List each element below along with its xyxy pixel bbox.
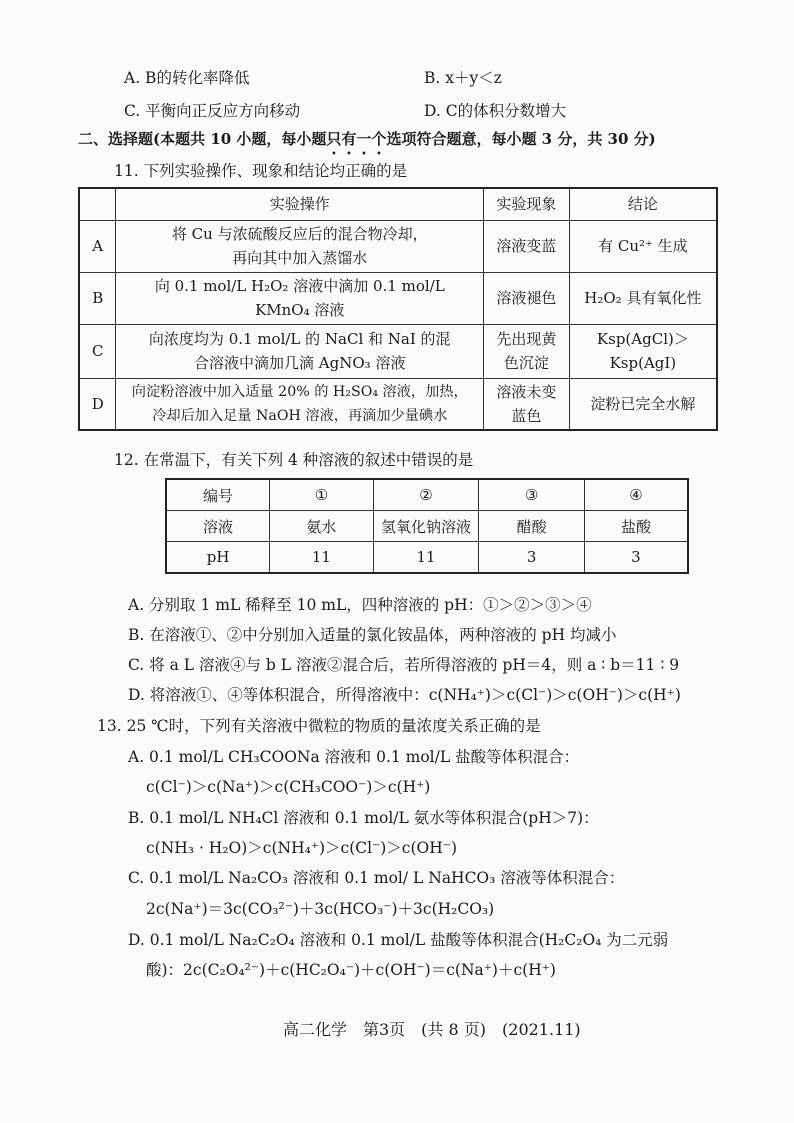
- conclusion-line: H₂O₂ 具有氧化性: [584, 289, 702, 307]
- phenomenon-line: 先出现黄: [496, 330, 557, 348]
- operation-line: 向淀粉溶液中加入适量 20% 的 H₂SO₄ 溶液，加热，: [131, 383, 468, 400]
- operation-line: 将 Cu 与浓硫酸反应后的混合物冷却，: [171, 225, 428, 243]
- q13-option-c-expr: 2c(Na⁺)＝3c(CO₃²⁻)＋3c(HCO₃⁻)＋3c(H₂CO₃): [146, 900, 495, 918]
- operation-line: 冷却后加入足量 NaOH 溶液，再滴加少量碘水: [152, 407, 448, 424]
- table-cell: ②: [373, 479, 479, 511]
- q13-option-a-expr: c(Cl⁻)＞c(Na⁺)＞c(CH₃COO⁻)＞c(H⁺): [146, 778, 431, 796]
- prev-option-c: C. 平衡向正反应方向移动: [124, 102, 301, 120]
- table-row: [79, 220, 717, 272]
- q12-option-a: A. 分别取 1 mL 稀释至 10 mL，四种溶液的 pH：①＞②＞③＞④: [128, 596, 592, 614]
- table-row: [166, 479, 688, 511]
- table-header-row: [79, 188, 717, 220]
- q12-option-c: C. 将 a L 溶液④与 b L 溶液②混合后，若所得溶液的 pH＝4，则 a ∶ b＝11 ∶ 9: [128, 656, 680, 674]
- table-header: 实验操作: [116, 188, 484, 220]
- prev-option-a: A. B的转化率降低: [124, 69, 250, 87]
- section-heading-emphasis: 只有一个: [326, 130, 387, 148]
- table-cell: 编号: [166, 479, 270, 511]
- prev-option-d: D. C的体积分数增大: [424, 102, 567, 120]
- section-heading-prefix: 二、选择题(本题共 10 小题，每小题: [78, 130, 327, 148]
- table-cell: 盐酸: [584, 511, 688, 542]
- q12-option-b: B. 在溶液①、②中分别加入适量的氯化铵晶体，两种溶液的 pH 均减小: [128, 626, 617, 644]
- operation-cell: [116, 220, 484, 272]
- table-cell: 醋酸: [479, 511, 585, 542]
- row-label: B: [79, 272, 116, 324]
- operation-line: KMnO₄ 溶液: [255, 301, 345, 319]
- table-cell: 氢氧化钠溶液: [373, 511, 479, 542]
- table-cell: 11: [373, 542, 479, 574]
- table-cell: 3: [584, 542, 688, 574]
- row-label: A: [79, 220, 116, 272]
- q11-stem: 11. 下列实验操作、现象和结论均正确的是: [114, 162, 408, 180]
- q12-stem: 12. 在常温下，有关下列 4 种溶液的叙述中错误的是: [114, 451, 474, 469]
- conclusion-line: 有 Cu²⁺ 生成: [598, 237, 688, 255]
- prev-option-b: B. x＋y＜z: [424, 69, 502, 87]
- operation-line: 向 0.1 mol/L H₂O₂ 溶液中滴加 0.1 mol/L: [154, 277, 445, 295]
- conclusion-line: Ksp(AgCl)＞: [596, 330, 689, 348]
- phenomenon-line: 溶液变蓝: [496, 237, 557, 255]
- phenomenon-line: 蓝色: [511, 406, 542, 425]
- q13-stem: 13. 25 ℃时，下列有关溶液中微粒的物质的量浓度关系正确的是: [97, 717, 541, 735]
- table-cell: 溶液: [166, 511, 270, 542]
- q11-table: [78, 187, 718, 431]
- table-cell: 氨水: [270, 511, 374, 542]
- conclusion-cell: [569, 220, 717, 272]
- operation-line: 再向其中加入蒸馏水: [232, 249, 368, 267]
- table-cell: pH: [166, 542, 270, 574]
- q13-option-b-expr: c(NH₃ · H₂O)＞c(NH₄⁺)＞c(Cl⁻)＞c(OH⁻): [146, 839, 457, 857]
- conclusion-cell: [569, 272, 717, 324]
- table-cell: 3: [479, 542, 585, 574]
- phenomenon-cell: [484, 272, 570, 324]
- conclusion-cell: [569, 324, 717, 378]
- table-header: 实验现象: [484, 188, 570, 220]
- row-label: D: [79, 378, 116, 430]
- q13-option-d-expr: 酸)：2c(C₂O₄²⁻)＋c(HC₂O₄⁻)＋c(OH⁻)＝c(Na⁺)＋c(H⁺): [146, 961, 556, 979]
- table-cell: ①: [270, 479, 374, 511]
- table-row: [79, 324, 717, 378]
- operation-cell: [116, 378, 484, 430]
- table-cell: 11: [270, 542, 374, 574]
- operation-line: 向浓度均为 0.1 mol/L 的 NaCl 和 NaI 的混: [148, 330, 451, 348]
- phenomenon-line: 溶液未变: [496, 382, 557, 401]
- q13-option-c: C. 0.1 mol/L Na₂CO₃ 溶液和 0.1 mol/ L NaHCO₃ 溶液等体积混合：: [128, 869, 625, 887]
- phenomenon-line: 溶液褪色: [496, 289, 557, 307]
- table-cell: ④: [584, 479, 688, 511]
- conclusion-cell: [569, 378, 717, 430]
- table-header: 结论: [569, 188, 717, 220]
- phenomenon-cell: [484, 378, 570, 430]
- phenomenon-line: 色沉淀: [503, 354, 549, 372]
- operation-line: 合溶液中滴加几滴 AgNO₃ 溶液: [194, 354, 406, 372]
- operation-cell: [116, 272, 484, 324]
- table-header: [79, 188, 116, 220]
- q13-option-b: B. 0.1 mol/L NH₄Cl 溶液和 0.1 mol/L 氨水等体积混合(pH＞7)：: [128, 809, 599, 827]
- q12-table: [165, 478, 689, 574]
- table-row: [79, 272, 717, 324]
- q12-option-d: D. 将溶液①、④等体积混合，所得溶液中：c(NH₄⁺)＞c(Cl⁻)＞c(OH⁻)＞c(H⁺): [128, 686, 681, 704]
- table-cell: ③: [479, 479, 585, 511]
- section-heading-suffix: 选项符合题意，每小题 3 分，共 30 分): [386, 130, 656, 148]
- q13-option-a: A. 0.1 mol/L CH₃COONa 溶液和 0.1 mol/L 盐酸等体积混合：: [128, 748, 580, 766]
- conclusion-line: 淀粉已完全水解: [590, 394, 696, 413]
- phenomenon-cell: [484, 324, 570, 378]
- table-row: [166, 511, 688, 542]
- conclusion-line: Ksp(AgI): [609, 354, 677, 372]
- table-row: [79, 378, 717, 430]
- section-heading: [78, 128, 656, 158]
- phenomenon-cell: [484, 220, 570, 272]
- operation-cell: [116, 324, 484, 378]
- page-footer: 高二化学 第3页 (共 8 页) (2021.11): [283, 1020, 581, 1039]
- table-row: [166, 542, 688, 574]
- row-label: C: [79, 324, 116, 378]
- q13-option-d: D. 0.1 mol/L Na₂C₂O₄ 溶液和 0.1 mol/L 盐酸等体积混合(H₂C₂O₄ 为二元弱: [128, 931, 669, 949]
